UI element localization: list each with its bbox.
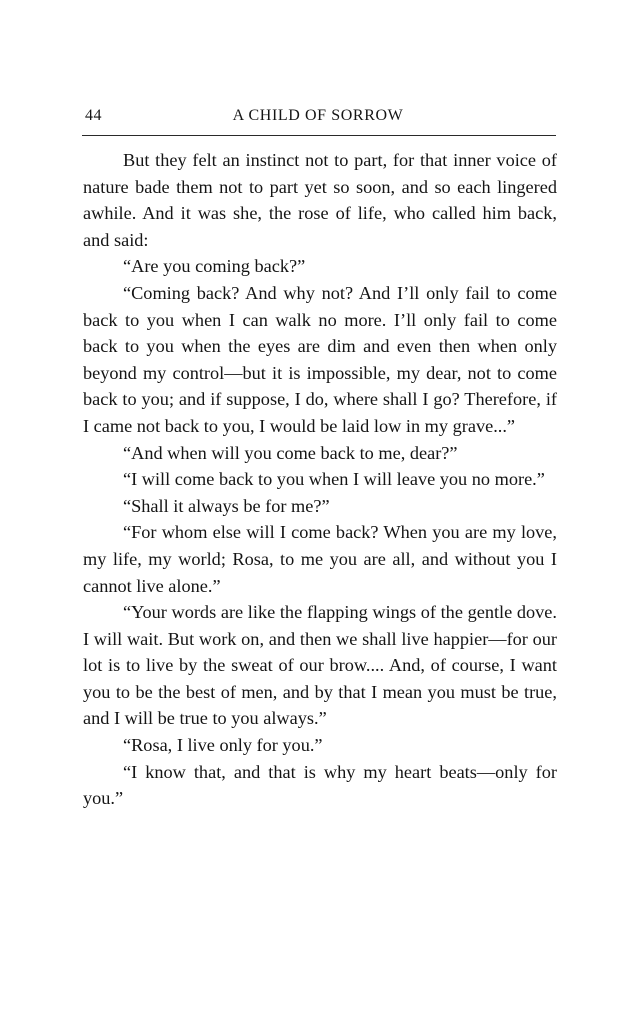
paragraph: “Your words are like the flapping wings of the gentle dove. I will wait. But work on, and then we shall live happier—for our lot is to live by the sweat of our brow.... And, of course, I want you to be the best of men, and by that I mean you must be true, and I will be true to you always.” bbox=[83, 602, 557, 729]
paragraph: “Coming back? And why not? And I’ll only fail to come back to you when I can walk no more. I’ll only fail to come back to you when the eyes are dim and even then when only beyond my control—but it is impossible, my dear, not to come back to you; and if suppose, I do, where shall I go? Therefore, if I came not back to you, I would be laid low in my grave...” bbox=[83, 282, 557, 436]
paragraph: “Are you coming back?” bbox=[123, 256, 306, 277]
page-number: 44 bbox=[85, 107, 102, 124]
page-header bbox=[80, 107, 556, 133]
paragraph: “I know that, and that is why my heart beats—only for you.” bbox=[83, 761, 557, 809]
paragraph: “For whom else will I come back? When you are my love, my life, my world; Rosa, to me you are all, and without you I cannot live alone.” bbox=[83, 522, 557, 596]
body-text bbox=[83, 147, 557, 812]
paragraph: “And when will you come back to me, dear?” bbox=[123, 442, 458, 463]
running-title: A CHILD OF SORROW bbox=[232, 107, 404, 124]
paragraph: “Rosa, I live only for you.” bbox=[123, 735, 323, 756]
header-rule bbox=[82, 135, 556, 136]
paragraph: “Shall it always be for me?” bbox=[123, 495, 330, 516]
paragraph: “I will come back to you when I will leave you no more.” bbox=[123, 469, 545, 490]
paragraph: But they felt an instinct not to part, for that inner voice of nature bade them not to part yet so soon, and so each lingered awhile. And it was she, the rose of life, who called him back, and said: bbox=[83, 150, 557, 250]
